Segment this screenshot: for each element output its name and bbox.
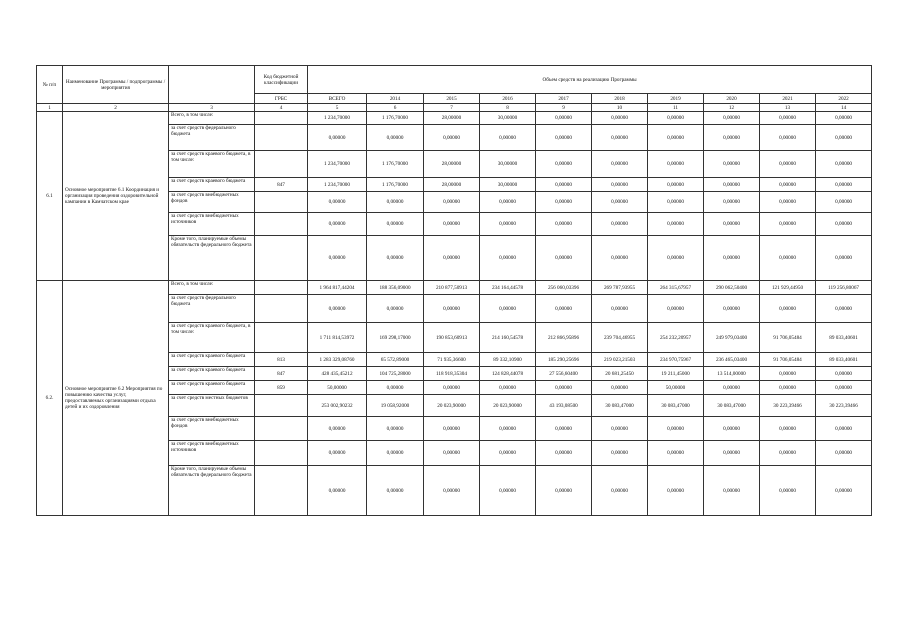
table-body (37, 112, 872, 516)
amount-cell: 0,00000 (704, 178, 760, 192)
amount-cell: 0,00000 (308, 466, 367, 516)
grbs-code (255, 281, 308, 295)
amount-cell: 0,00000 (424, 236, 480, 281)
amount-cell: 0,00000 (704, 466, 760, 516)
budget-document (36, 65, 871, 516)
amount-cell: 0,00000 (816, 151, 872, 178)
amount-cell: 0,00000 (480, 213, 536, 236)
amount-cell: 0,00000 (760, 295, 816, 323)
amount-cell: 91 706,05484 (760, 353, 816, 367)
amount-cell: 0,00000 (367, 417, 424, 441)
amount-cell: 89 033,40601 (816, 323, 872, 353)
funding-source: за счет средств краевого бюджета (169, 381, 255, 395)
amount-cell: 219 023,21503 (592, 353, 648, 367)
column-number: 12 (704, 104, 760, 112)
amount-cell: 0,00000 (367, 466, 424, 516)
amount-cell: 0,00000 (648, 112, 704, 125)
column-number: 5 (308, 104, 367, 112)
amount-cell: 20 023,90000 (424, 395, 480, 417)
amount-cell: 0,00000 (536, 381, 592, 395)
amount-cell: 190 853,60913 (424, 323, 480, 353)
amount-cell: 0,00000 (648, 192, 704, 213)
amount-cell: 264 315,67957 (648, 281, 704, 295)
header-year: ВСЕГО (308, 94, 367, 104)
header-name: Наименование Программы / подпрограммы / мероприятия (63, 66, 169, 104)
amount-cell: 0,00000 (367, 441, 424, 466)
amount-cell: 0,00000 (704, 213, 760, 236)
amount-cell: 210 877,50913 (424, 281, 480, 295)
amount-cell: 0,00000 (424, 466, 480, 516)
grbs-code (255, 112, 308, 125)
amount-cell: 1 176,70000 (367, 178, 424, 192)
header-num: № п/п (37, 66, 63, 104)
amount-cell: 27 556,60400 (536, 367, 592, 381)
amount-cell: 0,00000 (760, 441, 816, 466)
amount-cell: 50,00000 (308, 381, 367, 395)
amount-cell: 0,00000 (816, 192, 872, 213)
funding-source: за счет средств краевого бюджета, в том числе: (169, 323, 255, 353)
amount-cell: 30 083,47000 (648, 395, 704, 417)
header-year: 2022 (816, 94, 872, 104)
column-number: 13 (760, 104, 816, 112)
amount-cell: 0,00000 (704, 112, 760, 125)
amount-cell: 0,00000 (816, 295, 872, 323)
amount-cell: 0,00000 (592, 417, 648, 441)
funding-source: за счет средств краевого бюджета, в том числе: (169, 151, 255, 178)
amount-cell: 121 929,44950 (760, 281, 816, 295)
amount-cell: 234 164,44578 (480, 281, 536, 295)
amount-cell: 0,00000 (816, 236, 872, 281)
amount-cell: 0,00000 (592, 178, 648, 192)
amount-cell: 256 060,03396 (536, 281, 592, 295)
amount-cell: 0,00000 (816, 466, 872, 516)
column-number: 2 (63, 104, 169, 112)
amount-cell: 0,00000 (308, 125, 367, 151)
amount-cell: 0,00000 (536, 112, 592, 125)
amount-cell: 0,00000 (367, 236, 424, 281)
table-row (37, 281, 872, 295)
amount-cell: 104 725,28000 (367, 367, 424, 381)
amount-cell: 0,00000 (760, 213, 816, 236)
grbs-code (255, 151, 308, 178)
amount-cell: 30,00000 (480, 151, 536, 178)
amount-cell: 0,00000 (308, 192, 367, 213)
amount-cell: 0,00000 (704, 236, 760, 281)
amount-cell: 0,00000 (760, 178, 816, 192)
amount-cell: 0,00000 (648, 441, 704, 466)
amount-cell: 0,00000 (424, 192, 480, 213)
amount-cell: 0,00000 (648, 466, 704, 516)
amount-cell: 0,00000 (367, 381, 424, 395)
grbs-code: 847 (255, 178, 308, 192)
amount-cell: 254 232,20957 (648, 323, 704, 353)
amount-cell: 0,00000 (480, 192, 536, 213)
column-number: 11 (648, 104, 704, 112)
amount-cell: 20 023,90000 (480, 395, 536, 417)
amount-cell: 0,00000 (308, 417, 367, 441)
amount-cell: 0,00000 (592, 381, 648, 395)
amount-cell: 0,00000 (816, 367, 872, 381)
funding-source: за счет средств краевого бюджета (169, 178, 255, 192)
funding-source: за счет средств внебюджетных фондов (169, 192, 255, 213)
funding-source: за счет средств федерального бюджета (169, 125, 255, 151)
amount-cell: 0,00000 (536, 417, 592, 441)
amount-cell: 28,00000 (424, 178, 480, 192)
grbs-code (255, 295, 308, 323)
amount-cell: 0,00000 (648, 125, 704, 151)
amount-cell: 0,00000 (592, 295, 648, 323)
table-row (37, 112, 872, 125)
grbs-code (255, 441, 308, 466)
amount-cell: 0,00000 (704, 295, 760, 323)
amount-cell: 30 223,39466 (760, 395, 816, 417)
amount-cell: 1 176,70000 (367, 112, 424, 125)
amount-cell: 0,00000 (816, 417, 872, 441)
amount-cell: 0,00000 (308, 441, 367, 466)
amount-cell: 0,00000 (536, 466, 592, 516)
amount-cell: 28,00000 (424, 112, 480, 125)
amount-cell: 0,00000 (816, 381, 872, 395)
amount-cell: 30,00000 (480, 112, 536, 125)
amount-cell: 1 964 817,44204 (308, 281, 367, 295)
amount-cell: 212 866,95896 (536, 323, 592, 353)
amount-cell: 0,00000 (648, 236, 704, 281)
grbs-code (255, 213, 308, 236)
amount-cell: 0,00000 (536, 192, 592, 213)
amount-cell: 253 002,90232 (308, 395, 367, 417)
amount-cell: 1 234,70000 (308, 151, 367, 178)
amount-cell: 0,00000 (480, 381, 536, 395)
amount-cell: 239 704,46955 (592, 323, 648, 353)
grbs-code (255, 236, 308, 281)
funding-source: за счет средств внебюджетных фондов (169, 417, 255, 441)
amount-cell: 0,00000 (480, 441, 536, 466)
header-year: 2020 (704, 94, 760, 104)
amount-cell: 269 787,93955 (592, 281, 648, 295)
grbs-code (255, 125, 308, 151)
amount-cell: 0,00000 (648, 213, 704, 236)
funding-source: за счет средств федерального бюджета (169, 295, 255, 323)
measure-name: Основное мероприятие 6.1 Координация и организация проведения оздоровительной кампании в Камчатском крае (63, 112, 169, 281)
amount-cell: 1 711 814,53972 (308, 323, 367, 353)
amount-cell: 118 918,35304 (424, 367, 480, 381)
amount-cell: 0,00000 (816, 213, 872, 236)
grbs-code: 847 (255, 367, 308, 381)
amount-cell: 234 970,75967 (648, 353, 704, 367)
amount-cell: 0,00000 (536, 213, 592, 236)
amount-cell: 89 033,40601 (816, 353, 872, 367)
amount-cell: 0,00000 (816, 178, 872, 192)
header-year: 2018 (592, 94, 648, 104)
amount-cell: 0,00000 (536, 441, 592, 466)
amount-cell: 0,00000 (648, 151, 704, 178)
grbs-code: 859 (255, 381, 308, 395)
header-blank (169, 66, 255, 104)
measure-number: 6.2. (37, 281, 63, 516)
funding-source: Всего, в том числе: (169, 112, 255, 125)
amount-cell: 0,00000 (816, 125, 872, 151)
column-number-row (37, 104, 872, 112)
amount-cell: 0,00000 (760, 381, 816, 395)
amount-cell: 0,00000 (816, 441, 872, 466)
funding-source: Кроме того, планируемые объемы обязательств федерального бюджета (169, 466, 255, 516)
amount-cell: 0,00000 (816, 112, 872, 125)
amount-cell: 169 298,17000 (367, 323, 424, 353)
header-year: 2016 (480, 94, 536, 104)
column-number: 10 (592, 104, 648, 112)
amount-cell: 185 290,25696 (536, 353, 592, 367)
grbs-code (255, 417, 308, 441)
amount-cell: 0,00000 (592, 466, 648, 516)
amount-cell: 43 193,08500 (536, 395, 592, 417)
column-number: 9 (536, 104, 592, 112)
amount-cell: 30 083,47000 (592, 395, 648, 417)
amount-cell: 0,00000 (704, 417, 760, 441)
amount-cell: 0,00000 (424, 125, 480, 151)
amount-cell: 0,00000 (308, 236, 367, 281)
amount-cell: 0,00000 (648, 295, 704, 323)
header-year: 2017 (536, 94, 592, 104)
amount-cell: 0,00000 (424, 381, 480, 395)
funding-source: Кроме того, планируемые объемы обязательств федерального бюджета (169, 236, 255, 281)
amount-cell: 119 256,80067 (816, 281, 872, 295)
measure-number: 6.1 (37, 112, 63, 281)
amount-cell: 19 211,45000 (648, 367, 704, 381)
amount-cell: 30 223,39466 (816, 395, 872, 417)
funding-source: за счет средств внебюджетных источников (169, 213, 255, 236)
amount-cell: 0,00000 (536, 178, 592, 192)
amount-cell: 1 176,70000 (367, 151, 424, 178)
column-number: 6 (367, 104, 424, 112)
amount-cell: 0,00000 (480, 417, 536, 441)
amount-cell: 0,00000 (704, 192, 760, 213)
column-number: 14 (816, 104, 872, 112)
grbs-code (255, 395, 308, 417)
funding-source: за счет средств краевого бюджета (169, 367, 255, 381)
amount-cell: 0,00000 (367, 125, 424, 151)
amount-cell: 0,00000 (480, 295, 536, 323)
amount-cell: 0,00000 (536, 151, 592, 178)
grbs-code (255, 323, 308, 353)
amount-cell: 0,00000 (367, 295, 424, 323)
amount-cell: 65 572,89000 (367, 353, 424, 367)
amount-cell: 91 706,05484 (760, 323, 816, 353)
amount-cell: 290 062,50400 (704, 281, 760, 295)
amount-cell: 0,00000 (592, 192, 648, 213)
funding-source: за счет средств местных бюджетов (169, 395, 255, 417)
header-grbs: ГРБС (255, 94, 308, 104)
amount-cell: 0,00000 (592, 112, 648, 125)
amount-cell: 50,00000 (648, 381, 704, 395)
amount-cell: 0,00000 (648, 417, 704, 441)
header-year: 2019 (648, 94, 704, 104)
amount-cell: 249 979,03400 (704, 323, 760, 353)
amount-cell: 30,00000 (480, 178, 536, 192)
amount-cell: 0,00000 (480, 466, 536, 516)
amount-cell: 0,00000 (424, 295, 480, 323)
column-number: 7 (424, 104, 480, 112)
header-year: 2015 (424, 94, 480, 104)
funding-source: за счет средств краевого бюджета (169, 353, 255, 367)
amount-cell: 30 083,47000 (704, 395, 760, 417)
amount-cell: 0,00000 (760, 417, 816, 441)
amount-cell: 0,00000 (424, 213, 480, 236)
amount-cell: 0,00000 (760, 192, 816, 213)
amount-cell: 0,00000 (308, 295, 367, 323)
budget-table (36, 65, 872, 516)
amount-cell: 89 332,10900 (480, 353, 536, 367)
grbs-code (255, 466, 308, 516)
amount-cell: 428 435,45212 (308, 367, 367, 381)
amount-cell: 0,00000 (592, 213, 648, 236)
header-year: 2021 (760, 94, 816, 104)
amount-cell: 71 935,36600 (424, 353, 480, 367)
amount-cell: 19 058,92000 (367, 395, 424, 417)
amount-cell: 236 465,03400 (704, 353, 760, 367)
funding-source: Всего, в том числе: (169, 281, 255, 295)
amount-cell: 0,00000 (704, 441, 760, 466)
amount-cell: 0,00000 (704, 381, 760, 395)
amount-cell: 20 681,25450 (592, 367, 648, 381)
column-number: 3 (169, 104, 255, 112)
amount-cell: 1 234,70000 (308, 112, 367, 125)
amount-cell: 0,00000 (760, 466, 816, 516)
amount-cell: 214 160,54578 (480, 323, 536, 353)
grbs-code: 813 (255, 353, 308, 367)
amount-cell: 1 283 329,08760 (308, 353, 367, 367)
amount-cell: 0,00000 (536, 125, 592, 151)
amount-cell: 0,00000 (704, 151, 760, 178)
amount-cell: 0,00000 (308, 213, 367, 236)
column-number: 1 (37, 104, 63, 112)
amount-cell: 0,00000 (480, 125, 536, 151)
measure-name: Основное мероприятие 6.2 Мероприятия по повышению качества услуг, предоставляемых организациями отдыха детей и их оздоровления (63, 281, 169, 516)
column-number: 4 (255, 104, 308, 112)
amount-cell: 0,00000 (592, 236, 648, 281)
amount-cell: 0,00000 (367, 192, 424, 213)
amount-cell: 0,00000 (648, 178, 704, 192)
amount-cell: 0,00000 (592, 441, 648, 466)
amount-cell: 0,00000 (367, 213, 424, 236)
amount-cell: 13 514,00000 (704, 367, 760, 381)
amount-cell: 0,00000 (592, 151, 648, 178)
amount-cell: 0,00000 (760, 367, 816, 381)
grbs-code (255, 192, 308, 213)
amount-cell: 0,00000 (424, 417, 480, 441)
table-header (37, 66, 872, 112)
amount-cell: 0,00000 (704, 125, 760, 151)
amount-cell: 28,00000 (424, 151, 480, 178)
header-funds-group: Объем средств на реализацию Программы (308, 66, 872, 94)
amount-cell: 188 356,09000 (367, 281, 424, 295)
funding-source: за счет средств внебюджетных источников (169, 441, 255, 466)
header-year: 2014 (367, 94, 424, 104)
amount-cell: 1 234,70000 (308, 178, 367, 192)
amount-cell: 0,00000 (760, 112, 816, 125)
amount-cell: 0,00000 (536, 295, 592, 323)
column-number: 8 (480, 104, 536, 112)
amount-cell: 124 828,44078 (480, 367, 536, 381)
amount-cell: 0,00000 (536, 236, 592, 281)
amount-cell: 0,00000 (424, 441, 480, 466)
amount-cell: 0,00000 (480, 236, 536, 281)
amount-cell: 0,00000 (760, 151, 816, 178)
header-code-group: Код бюджетной классификации (255, 66, 308, 94)
amount-cell: 0,00000 (760, 125, 816, 151)
amount-cell: 0,00000 (592, 125, 648, 151)
amount-cell: 0,00000 (760, 236, 816, 281)
